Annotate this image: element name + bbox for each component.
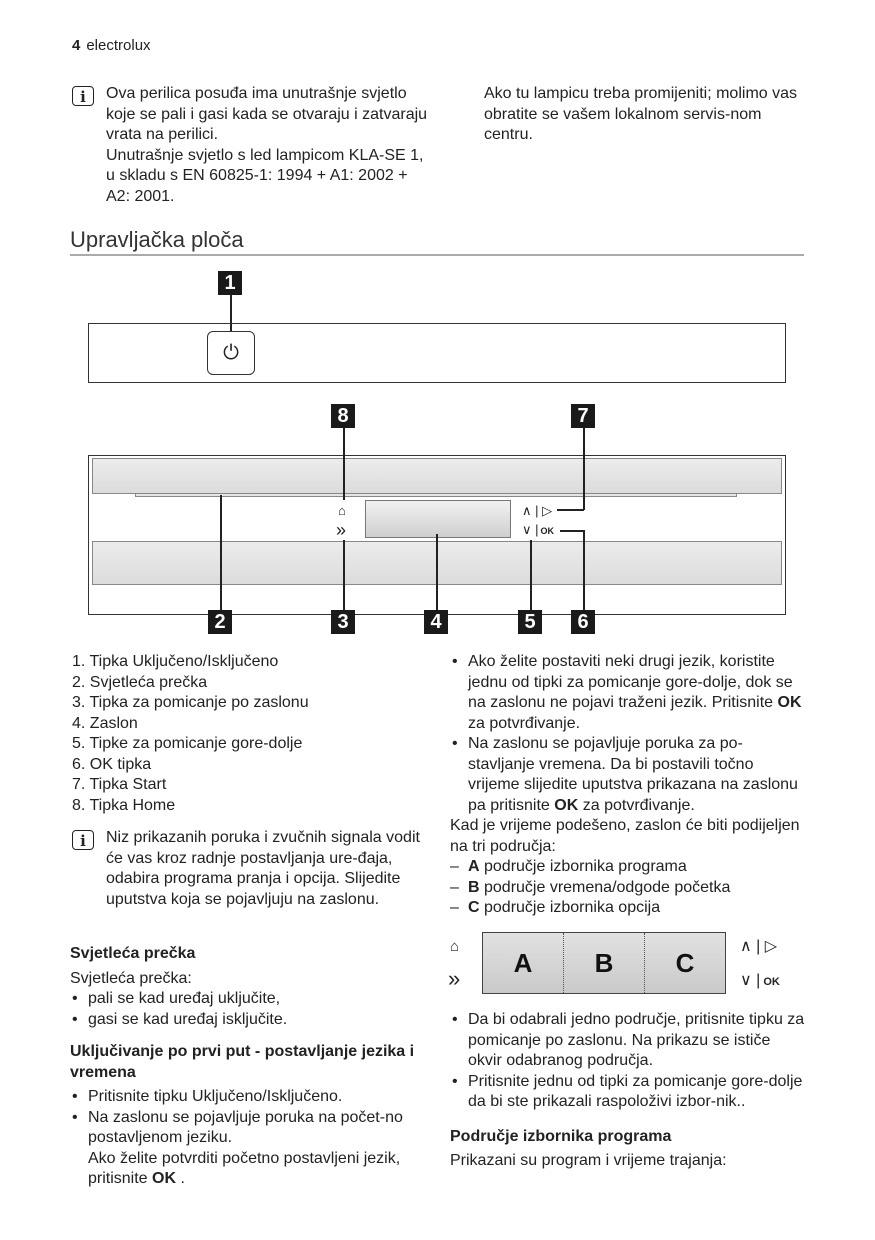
language-list [450, 652, 806, 816]
list-item-text: Na zaslonu se pojavljuje poruka za po-stavljanje vremena. Da bi postavili točno vrijeme slijedite uputstva prikazana na zaslonu pa pritisnite [468, 735, 798, 814]
leader-5 [530, 540, 532, 610]
area-a[interactable]: A [513, 947, 533, 978]
down-arrow-icon: ∨ | [522, 522, 539, 537]
list-item [450, 857, 806, 878]
list-item-cont: Ako želite potvrditi početno postavljeni jezik, pritisnite [88, 1149, 401, 1187]
list-item [450, 898, 806, 919]
start-icon[interactable]: » [448, 966, 461, 991]
legend-item: 1. Tipka Uključeno/Isključeno [72, 653, 279, 670]
legend-list [72, 652, 309, 816]
area-c[interactable]: C [644, 933, 725, 993]
ok-key: OK [554, 796, 579, 814]
intro-paragraph-1: Ova perilica posuđa ima unutrašnje svjetlo koje se pali i gasi kada se otvaraju i zatvaraju vrata na perilici. [106, 85, 428, 143]
page-number: 4 [72, 37, 81, 54]
leader-7-vertical [583, 428, 585, 510]
page-header [72, 36, 151, 57]
label-2: 2 [208, 610, 232, 634]
display-screen [365, 500, 511, 538]
light-bar-intro: Svjetleća prečka: [70, 969, 192, 987]
first-use-section [70, 1042, 432, 1190]
leader-8 [343, 428, 345, 500]
area-select-list [450, 1010, 806, 1113]
start-icon[interactable]: » [336, 520, 347, 540]
section-title: Upravljačka ploča [70, 227, 244, 252]
first-use-list [70, 1087, 432, 1190]
area-letter: A [468, 858, 480, 875]
light-bar-heading: Svjetleća prečka [70, 945, 196, 962]
area-text: područje izbornika programa [479, 858, 687, 875]
up-start-buttons[interactable]: ∧ | ▷ [522, 503, 553, 518]
home-icon[interactable]: ⌂ [338, 503, 346, 518]
leader-7-horizontal [557, 509, 584, 511]
legend-item: 3. Tipka za pomicanje po zaslonu [72, 694, 309, 711]
right-column-lower [450, 1010, 806, 1172]
leader-2 [220, 495, 222, 610]
leader-6-vertical [583, 530, 585, 610]
ok-button-label: OK [763, 976, 780, 988]
ok-button-label: OK [540, 526, 555, 536]
list-item-text: Na zaslonu se pojavljuje poruka na počet-no postavljenom jeziku. [88, 1108, 403, 1146]
leader-6-horizontal [560, 530, 584, 532]
note-instructions: Niz prikazanih poruka i zvučnih signala vodit će vas kroz radnje postavljanja ure-đaja, odabira programa pranja i opcija. Slijedite uputstva koja se pojavljuju na zaslonu. [106, 829, 420, 908]
panel-band-top [92, 458, 782, 494]
list-item [450, 734, 806, 816]
area-letter: B [468, 878, 480, 896]
intro-paragraph-2: Unutrašnje svjetlo s led lampicom KLA-SE 1, u skladu s EN 60825-1: 1994 + A1: 2002 + A2: 2001. [106, 146, 424, 205]
label-8: 8 [331, 404, 355, 428]
label-7: 7 [571, 404, 595, 428]
leader-4 [436, 534, 438, 610]
list-item-end: za potvrđivanje. [468, 714, 581, 732]
light-bar [135, 493, 737, 497]
intro-left [106, 84, 434, 207]
legend-item: 2. Svjetleća prečka [72, 673, 208, 691]
ok-key: OK [777, 694, 802, 711]
area-text: područje izbornika opcija [479, 899, 661, 916]
label-6: 6 [571, 610, 595, 634]
ok-key: OK [152, 1170, 177, 1187]
legend-item: 4. Zaslon [72, 714, 138, 732]
list-item [70, 1108, 432, 1190]
list-item [450, 652, 806, 734]
program-menu-text: Prikazani su program i vrijeme trajanja: [450, 1152, 727, 1169]
label-3: 3 [331, 610, 355, 634]
list-item-text: Ako želite postaviti neki drugi jezik, koristite jednu od tipki za pomicanje gore-dolje, dok se na zaslonu ne pojavi traženi jezik. Pritisnite [468, 653, 793, 711]
area-b[interactable]: B [563, 933, 644, 993]
intro-right: Ako tu lampicu treba promijeniti; molimo vas obratite se vašem lokalnom servis-nom centru. [484, 85, 798, 143]
info-icon: i [72, 830, 94, 850]
list-item: • Pritisnite tipku Uključeno/Isključeno. [70, 1087, 432, 1108]
list-item: • Da bi odabrali jedno područje, pritisnite tipku za pomicanje po zaslonu. Na prikazu se ističe okvir odabranog područja. [450, 1010, 806, 1072]
legend-item: 8. Tipka Home [72, 796, 176, 814]
first-use-heading: Uključivanje po prvi put - postavljanje jezika i vremena [70, 1043, 415, 1081]
program-menu-heading: Područje izbornika programa [450, 1127, 672, 1145]
power-icon: ⏻ [223, 341, 239, 364]
area-text: područje vremena/odgode početka [479, 878, 731, 896]
legend-item: 5. Tipke za pomicanje gore-dolje [72, 735, 303, 752]
home-icon[interactable]: ⌂ [450, 938, 460, 955]
period: . [176, 1170, 185, 1187]
down-ok-buttons[interactable] [522, 521, 554, 540]
label-4: 4 [424, 610, 448, 634]
down-arrow-icon: ∨ | [740, 972, 761, 989]
label-1: 1 [218, 271, 242, 295]
legend-item: 6. OK tipka [72, 755, 152, 773]
top-panel [88, 323, 786, 383]
areas-list [450, 857, 806, 919]
right-column [450, 652, 806, 919]
light-bar-section [70, 944, 430, 1030]
list-item-end: za potvrđivanje. [578, 796, 695, 814]
list-item [450, 878, 806, 899]
display-areas [482, 932, 726, 994]
time-set-paragraph: Kad je vrijeme podešeno, zaslon će biti podijeljen na tri područja: [450, 817, 800, 855]
list-item: • pali se kad uređaj uključite, [70, 989, 430, 1010]
area-letter: C [468, 899, 480, 916]
label-5: 5 [518, 610, 542, 634]
up-start-buttons[interactable]: ∧ | ▷ [740, 938, 778, 955]
list-item: • gasi se kad uređaj isključite. [70, 1010, 430, 1031]
list-item: • Pritisnite jednu od tipki za pomicanje gore-dolje da bi ste prikazali raspoloživi izbor-nik.. [450, 1072, 806, 1113]
info-icon: i [72, 86, 94, 106]
section-rule [70, 254, 804, 256]
light-bar-list [70, 989, 430, 1030]
brand-name: electrolux [86, 37, 151, 54]
power-button[interactable] [207, 331, 255, 375]
leader-3 [343, 540, 345, 610]
down-ok-buttons[interactable] [740, 972, 780, 991]
legend-item: 7. Tipka Start [72, 776, 167, 793]
